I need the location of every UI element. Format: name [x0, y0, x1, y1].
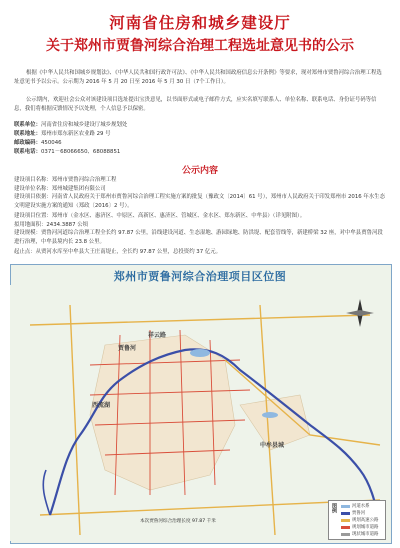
- contact-phone: [14, 147, 120, 155]
- legend-item: 贾鲁河: [341, 510, 365, 516]
- intro-paragraph-2: 公示期内，欢迎社会公众对该建设项目选址提出宝贵意见，以书面形式或电子邮件方式，应实名填写联系人、单位名称、联系电话、身份证号码等信息，我们将根据反馈情况予以处理，个人信息予以保密。: [14, 97, 377, 112]
- contact-address-label: 联系地址：: [14, 131, 41, 137]
- legend-title: 图例: [331, 503, 337, 513]
- map-title: 郑州市贾鲁河综合治理项目区位图: [113, 270, 287, 283]
- legend-item: 现状城市道路: [341, 531, 378, 537]
- contact-unit-label: 联系单位：: [14, 122, 41, 128]
- project-basis: 建设项目依据：河南省人民政府关于郑州市贾鲁河综合治理工程实施方案的批复（豫政文〔2014〕61 号），郑州市人民政府关于印发郑州市 2016 年水生态文明建设实施方案的通知（郑政〔2016〕2 号）。: [14, 194, 385, 209]
- project-name: 建设项目名称：郑州市贾鲁河综合治理工程: [14, 177, 117, 183]
- map-label-jialuhe: 贾鲁河: [118, 345, 137, 352]
- lake: [190, 349, 210, 357]
- page-subtitle: 关于郑州市贾鲁河综合治理工程选址意见书的公示: [46, 38, 354, 54]
- contact-phone-label: 联系电话：: [14, 149, 41, 155]
- project-endpoints: 起止点：从贾河水库至中牟县大王庄南堤止，全长约 97.87 公里，总投资约 37 亿元。: [14, 249, 222, 255]
- lake-east: [262, 412, 278, 418]
- project-applicant: 建设单位名称：郑州城建集团有限公司: [14, 186, 106, 192]
- map-label-xiliuhu: 西流湖: [92, 402, 111, 409]
- legend-item: 河道水系: [341, 503, 370, 509]
- project-area: 拟用地面积：2434.3887 公顷: [14, 222, 88, 228]
- notice-heading: 公示内容: [181, 166, 218, 176]
- legend-item: 规划高速公路: [341, 517, 378, 523]
- urban-area: [90, 335, 235, 490]
- contact-address: [14, 129, 111, 137]
- intro-paragraph-1: 根据《中华人民共和国城乡规划法》、《中华人民共和国行政许可法》、《中华人民共和国政府信息公开条例》等要求，现对郑州市贾鲁河综合治理工程选址意见书予以公示。公示期为 2016 年 5 月 20 日至 2016 年 5 月 30 日（7个工作日）。: [14, 70, 382, 85]
- map-label-zhongmou: 中牟县城: [260, 442, 285, 449]
- contact-postcode-label: 邮政编码：: [14, 140, 41, 146]
- legend-item: 规划城市道路: [341, 524, 378, 530]
- project-scale: 建设规模：贾鲁河河道综合治理工程全长约 97.87 公里，沿线建设河道、生态湿地、游园绿地、防洪堤、配套管线等，新建桥梁 32 座，对中牟县贾鲁河段进行治理，中牟县境内长 23.8 公里。: [14, 230, 383, 245]
- project-location: 建设项目位置：郑州市（金水区、惠济区、中原区、高新区、惠济区、管城区、金水区、郑东新区、中牟县）（详见附图）。: [14, 213, 306, 219]
- contact-unit-value: 河南省住房和城乡建设厅城乡规划处: [40, 122, 128, 128]
- contact-postcode: [14, 138, 62, 146]
- map-label-xiangshan: 祥云路: [148, 332, 167, 339]
- contact-address-value: 郑州市郑东新区农业路 29 号: [40, 131, 111, 137]
- contact-phone-value: 0371－68066650、68088851: [40, 149, 121, 155]
- page-title: 河南省住房和城乡建设厅: [109, 13, 291, 32]
- map-legend: [328, 500, 386, 540]
- contact-postcode-value: 450046: [40, 140, 62, 146]
- map-note: 本次贾鲁河综合治理长度 97.87 千米: [140, 519, 216, 524]
- contact-unit: [14, 120, 127, 128]
